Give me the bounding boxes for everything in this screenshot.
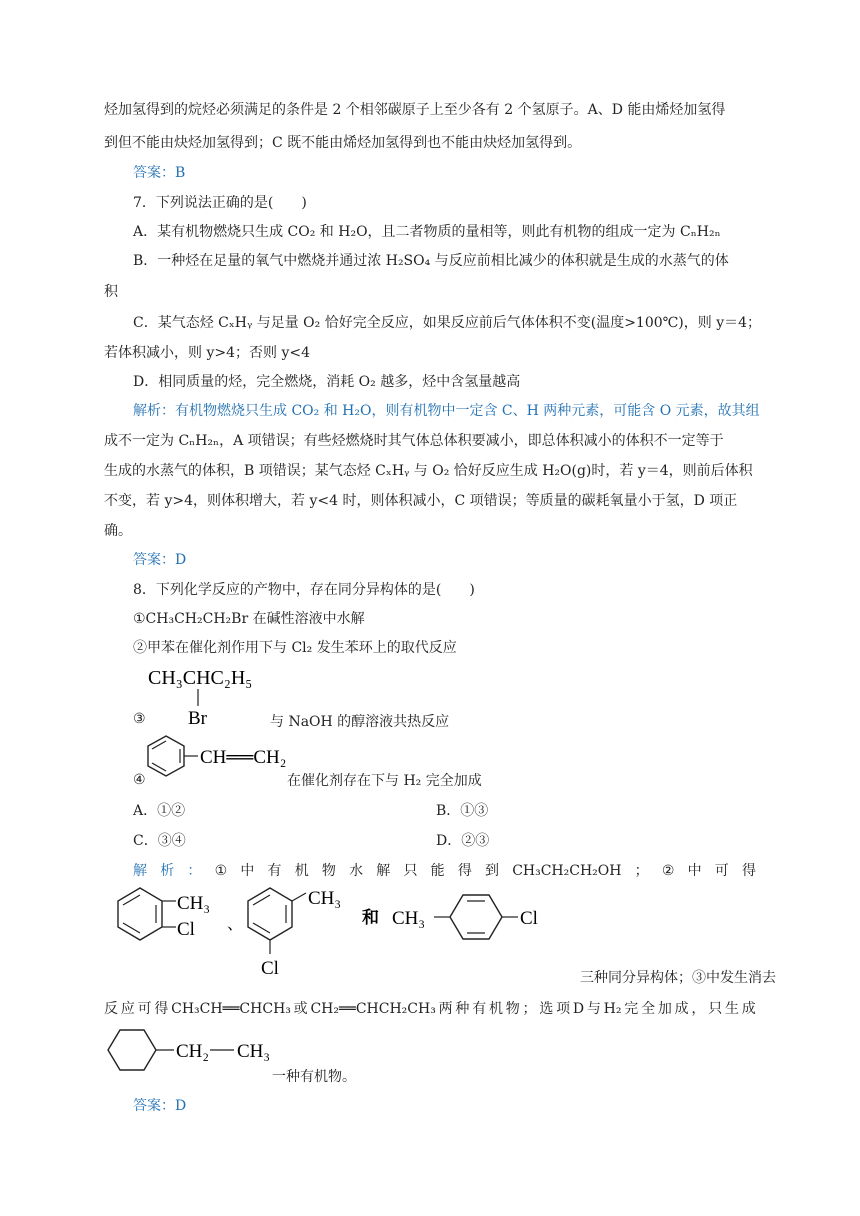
option-8c: C．③④ [133,833,186,849]
solution-token: 解 [133,863,147,879]
solution-8-line: 三种同分异构体；③中发生消去 [580,970,776,986]
solution-7-line: 不变，若 y>4，则体积增大，若 y<4 时，则体积减小，C 项错误；等质量的碳耗氧量小于氢，D 项正 [104,493,738,509]
solution-7-line: 确。 [104,523,132,539]
solution-8-line: 一种有机物。 [272,1069,356,1085]
solution-token: 机 [294,863,309,879]
structure-chain-label: CH══CH₂ [200,747,287,768]
solution-token: ② [661,863,675,879]
option-8d: D．②③ [436,833,490,849]
option-8b: B．①③ [436,803,489,819]
solution-7-line: 解析：有机物燃烧只生成 CO₂ 和 H₂O，则有机物中一定含 C、H 两种元素，可能含 O 元素，故其组 [133,403,760,419]
solution-7-line: 成不一定为 CₙH₂ₙ，A 项错误；有些烃燃烧时其气体总体积要减小，即总体积减小的体积不一定等于 [104,433,724,449]
answer-6: 答案：B [133,165,186,181]
solution-token: 到 [485,863,499,879]
option-8a: A．①② [133,803,186,819]
solution-token: 选 [539,1001,554,1017]
solution-token: 解 [376,863,391,879]
solution-token: 中 [240,863,255,879]
solution-token: 有 [472,1001,487,1017]
solution-token: 两 [438,1001,453,1017]
solution-token: ① [214,863,228,879]
solution-token: 水 [349,863,364,879]
structure-ethylcyclohexane [104,1024,284,1084]
ortho-cl-label: Cl [177,919,195,940]
item-8-3-number: ③ [133,711,146,727]
solution-token: 物 [321,863,336,879]
option-7d: D．相同质量的烃，完全燃烧，消耗 O₂ 越多，烃中含氢量越高 [133,374,521,390]
solution-token: 只 [708,1001,723,1017]
solution-token: 项 [556,1001,571,1017]
item-8-4-text: 在催化剂存在下与 H₂ 完全加成 [287,773,482,789]
solution-token: ； [522,1001,537,1017]
meta-ch3-label: CH₃ [308,888,342,909]
separator: 、 [227,916,244,933]
item-8-3-text: 与 NaOH 的醇溶液共热反应 [270,714,450,730]
solution-token: 加 [657,1001,672,1017]
solution-7-line: 生成的水蒸气的体积，B 项错误；某气态烃 CₓHᵧ 与 O₂ 恰好反应生成 H₂O(g)时，若 y＝4，则前后体积 [104,463,753,479]
solution-token: 物 [505,1001,520,1017]
solution-token: H₂ [603,1001,622,1017]
solution-token: 得 [457,863,472,879]
solution-token: 生 [724,1001,739,1017]
solution-token: ； [634,863,649,879]
solution-token: 完 [624,1001,639,1017]
para-ch3-label: CH₃ [392,908,426,929]
solution-token: CH₂══CHCH₂CH₃ [310,1001,436,1017]
ortho-ch3-label: CH₃ [177,893,211,914]
option-7c-cont: 若体积减小，则 y>4；否则 y<4 [104,345,310,361]
structure-chlorotoluene-isomers [104,882,664,982]
solution-8-line [104,999,756,1019]
text-line: 烃加氢得到的烷烃必须满足的条件是 2 个相邻碳原子上至少各有 2 个氢原子。A、D 能由烯烃加氢得 [104,102,726,118]
solution-token: ： [187,863,202,879]
solution-token: 成 [674,1001,689,1017]
option-7a: A．某有机物燃烧只生成 CO₂ 和 H₂O，且二者物质的量相等，则此有机物的组成一定为 CₙH₂ₙ [133,224,721,240]
solution-token: 中 [687,863,702,879]
option-7c: C．某气态烃 CₓHᵧ 与足量 O₂ 恰好完全反应，如果反应前后气体体积不变(温度>100℃)，则 y＝4； [133,315,762,331]
ethyl-ch3-label: CH₃ [237,1041,271,1062]
question-8: 8．下列化学反应的产物中，存在同分异构体的是( ) [133,582,475,598]
solution-token: 全 [641,1001,656,1017]
text-line: 到但不能由炔烃加氢得到；C 既不能由烯烃加氢得到也不能由炔烃加氢得到。 [104,135,582,151]
solution-token: 应 [120,1001,135,1017]
solution-token: 或 [293,1001,308,1017]
solution-token: 成 [741,1001,756,1017]
structure-chain-label: CH₃CHC₂H₅ [148,667,253,689]
para-cl-label: Cl [520,908,538,929]
item-8-4-number: ④ [133,772,146,788]
item-8-1: ①CH₃CH₂CH₂Br 在碱性溶液中水解 [133,611,365,627]
solution-token: 只 [403,863,418,879]
solution-token: 得 [154,1001,169,1017]
solution-token: 析 [160,863,175,879]
ethyl-ch2-label: CH₂ [176,1041,210,1062]
solution-token: 得 [741,863,756,879]
conjunction: 和 [362,908,379,927]
solution-token: 反 [104,1001,118,1017]
solution-token: 可 [714,863,729,879]
solution-token: 与 [586,1001,601,1017]
solution-8-line [133,861,756,881]
answer-7: 答案：D [133,552,187,568]
solution-token: CH₃CH₂CH₂OH [512,863,622,879]
structure-2-bromobutane [140,658,290,728]
solution-token: 能 [430,863,445,879]
option-7b-cont: 积 [104,284,118,300]
solution-token: 可 [137,1001,152,1017]
solution-token: 种 [455,1001,470,1017]
meta-cl-label: Cl [261,958,279,979]
answer-8: 答案：D [133,1098,187,1114]
solution-token: CH₃CH══CHCH₃ [171,1001,291,1017]
solution-token: ， [691,1001,706,1017]
solution-token: 有 [267,863,282,879]
solution-token: D [572,1001,585,1017]
solution-token: 机 [488,1001,503,1017]
structure-br-label: Br [188,708,207,728]
option-7b: B．一种烃在足量的氧气中燃烧并通过浓 H₂SO₄ 与反应前相比减少的体积就是生成的水蒸气的体 [133,253,729,269]
question-7: 7．下列说法正确的是( ) [133,195,307,211]
item-8-2: ②甲苯在催化剂作用下与 Cl₂ 发生苯环上的取代反应 [133,640,457,656]
